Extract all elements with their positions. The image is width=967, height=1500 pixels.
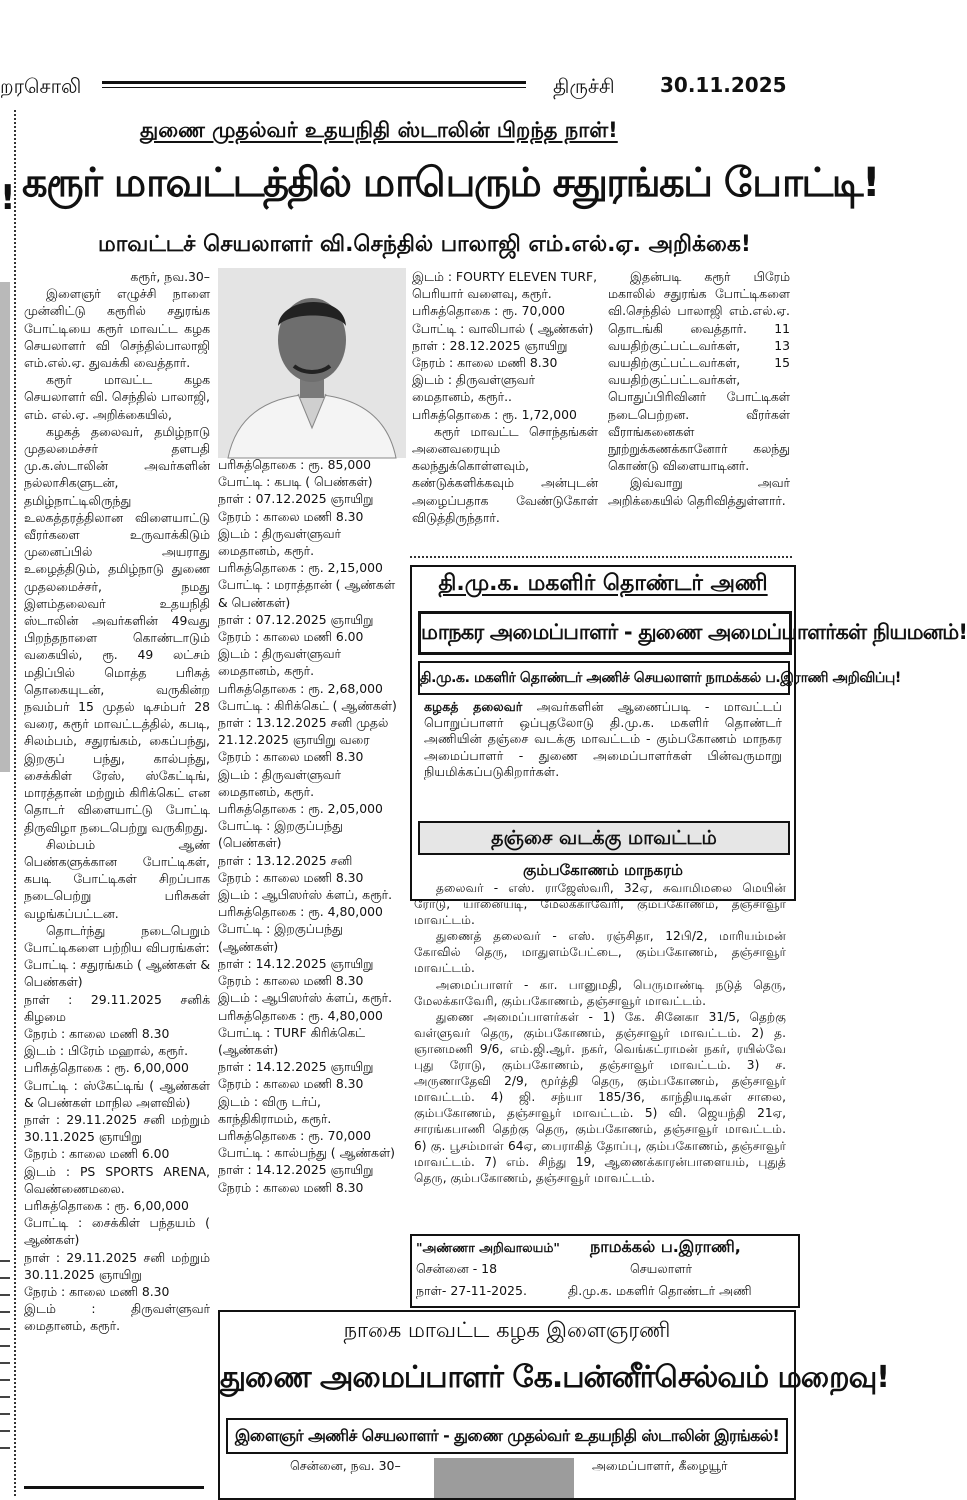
appointment-item: தலைவர் - எஸ். ராஜேஸ்வரி, 32ஏ, சுவாமிமலை மெயின் ரோடு, யானையடி, மேலக்காவேரி, கும்பகோணம், தஞ்சாவூர் மாவட்டம். <box>414 881 786 928</box>
appointment-notice-box <box>410 565 967 901</box>
event-line: போட்டி : கிரிக்கெட் ( ஆண்கள்) <box>218 697 397 713</box>
event-line: பரிசுத்தொகை : ரூ. 2,68,000 <box>218 680 383 696</box>
event-line: நாள் : 14.12.2025 ஞாயிறு <box>218 1059 374 1075</box>
portrait-photo <box>218 268 406 458</box>
header-rule <box>102 81 526 88</box>
article-column-1 <box>24 268 210 1335</box>
event-line: நாள் : 28.12.2025 ஞாயிறு <box>412 337 568 353</box>
condolence-text: அமைப்பாளர், கீழையூர் <box>592 1458 728 1473</box>
column-divider <box>14 110 16 1496</box>
paragraph: இதன்படி கரூர் பிரேம் மகாலில் சதுரங்க போட்டிகளை வி.செந்தில் பாலாஜி எம்.எல்.ஏ. தொடங்கி வைத்தார். 11 வயதிற்குட்பட்டவர்கள், 13 வயதிற்குட்பட்டவர்கள், 15 வயதிற்குட்பட்டவர்கள், பொதுப்பிரிவினர் போட்டிகள் நடைபெற்றன. வீரர்கள் வீராங்கனைகள் நூற்றுக்கணக்கானோர் கலந்து கொண்டு விளையாடினர். <box>608 269 790 474</box>
condolence-photo <box>434 1458 574 1498</box>
event-line: பரிசுத்தொகை : ரூ. 4,80,000 <box>218 1007 383 1023</box>
event-line: பரிசுத்தொகை : ரூ. 70,000 <box>412 303 566 319</box>
person-portrait-icon <box>218 268 406 458</box>
office-name: "அண்ணா அறிவாலயம்" <box>416 1240 560 1255</box>
event-line: இடம் : PS SPORTS ARENA, வெண்ணைமலை. <box>24 1163 210 1196</box>
event-line: பரிசுத்தொகை : ரூ. 85,000 <box>218 457 372 472</box>
article-column-3 <box>412 268 598 526</box>
signatory-name: நாமக்கல் ப.இராணி, <box>590 1237 741 1256</box>
event-line: பரிசுத்தொகை : ரூ. 6,00,000 <box>24 1060 189 1076</box>
bottom-rule <box>24 1486 204 1499</box>
article-subheadline: மாவட்டச் செயலாளர் வி.செந்தில் பாலாஜி எம்.எல்.ஏ. அறிக்கை! <box>98 232 751 257</box>
event-line: போட்டி : இறகுப்பந்து (பெண்கள்) <box>218 818 343 851</box>
event-line: போட்டி : ஸ்கேட்டிங் ( ஆண்கள் & பெண்கள் மாநில அளவில்) <box>24 1077 210 1110</box>
event-line: போட்டி : கால்பந்து ( ஆண்கள்) <box>218 1145 395 1161</box>
event-line: போட்டி : இறகுப்பந்து (ஆண்கள்) <box>218 921 343 954</box>
notice-date: நாள்- 27-11-2025. <box>416 1283 527 1298</box>
event-line: இடம் : திருவள்ளுவர் மைதானம், கரூர்.. <box>412 372 535 405</box>
event-line: நேரம் : காலை மணி 8.30 <box>24 1283 170 1299</box>
event-line: நேரம் : காலை மணி 8.30 <box>218 973 364 989</box>
event-line: பரிசுத்தொகை : ரூ. 6,00,000 <box>24 1197 189 1213</box>
event-line: இடம் : FOURTY ELEVEN TURF, பெரியார் வளைவு, கரூர். <box>412 269 598 302</box>
event-line: பரிசுத்தொகை : ரூ. 2,05,000 <box>218 801 383 817</box>
clipped-punctuation: ! <box>0 178 16 218</box>
event-line: இடம் : திருவள்ளுவர் மைதானம், கரூர். <box>218 646 341 679</box>
event-line: இடம் : திருவள்ளுவர் மைதானம், கரூர். <box>24 1301 210 1334</box>
notice-announcer: தி.மு.க. மகளிர் தொண்டர் அணிச் செயலாளர் நாமக்கல் ப.இராணி அறிவிப்பு! <box>418 661 790 695</box>
event-line: நாள் : 14.12.2025 ஞாயிறு <box>218 955 374 971</box>
paragraph: கரூர் மாவட்ட சொந்தங்கள் அனைவரையும் கலந்துக்கொள்ளவும், கண்டுக்களிக்கவும் அன்புடன் அழைப்பதாக வேண்டுகோள் விடுத்திருந்தார். <box>412 423 598 525</box>
newspaper-name: றரசொலி <box>0 74 82 98</box>
edition-date: 30.11.2025 <box>660 73 787 97</box>
event-line: நேரம் : காலை மணி 8.30 <box>412 355 558 371</box>
event-line: நாள் : 07.12.2025 ஞாயிறு <box>218 611 374 627</box>
dateline: கரூர், நவ.30– <box>130 269 210 284</box>
event-line: இடம் : திருவள்ளுவர் மைதானம், கரூர். <box>218 525 341 559</box>
appointment-list <box>414 880 786 1186</box>
clipped-text-strip <box>0 1260 10 1460</box>
paragraph: கழகத் தலைவர், தமிழ்நாடு முதலமைச்சர் தளபதி மு.க.ஸ்டாலின் அவர்களின் நல்லாசிகளுடன், தமிழ்நாட்டிலிருந்து உலகத்தரத்திலான விளையாட்டு வீரர்களை உருவாக்கிடும் முனைப்பில் அயராது உழைத்திடும், தமிழ்நாடு துணை முதலமைச்சர், நமது இளம்தலைவர் உதயநிதி ஸ்டாலின் அவர்களின் 49வது பிறந்தநாளை கொண்டாடும் வகையில், ரூ. 49 லட்சம் மதிப்பில் மொத்த பரிசுத் தொகையுடன், வருகின்ற நவம்பர் 15 முதல் டிசம்பர் 28 வரை, கரூர் மாவட்டத்தில், கபடி, சிலம்பம், சதுரங்கம், கைப்பந்து, இறகுப் பந்து, கால்பந்து, சைக்கிள் ரேஸ், ஸ்கேட்டிங், மாரத்தான் மற்றும் கிரிக்கெட் என தொடர் விளையாட்டு போட்டி திருவிழா நடைபெற்று வருகிறது. <box>24 423 210 835</box>
event-line: நாள் : 29.11.2025 சனி மற்றும் 30.11.2025 ஞாயிறு <box>24 1249 210 1282</box>
event-line: போட்டி : வாலிபால் ( ஆண்கள்) <box>412 320 594 336</box>
section-divider <box>410 556 792 558</box>
event-line: பரிசுத்தொகை : ரூ. 70,000 <box>218 1127 372 1143</box>
event-line: நாள் : 29.11.2025 சனி மற்றும் 30.11.2025 ஞாயிறு <box>24 1111 210 1145</box>
condolence-headline: துணை அமைப்பாளர் கே.பன்னீர்செல்வம் மறைவு! <box>220 1360 889 1395</box>
event-line: நாள் : 29.11.2025 சனிக் கிழமை <box>24 991 210 1024</box>
signatory-org: தி.மு.க. மகளிர் தொண்டர் அணி <box>568 1283 752 1298</box>
event-line: போட்டி : TURF கிரிக்கெட் (ஆண்கள்) <box>218 1024 366 1057</box>
event-line: நேரம் : காலை மணி 8.30 <box>218 1076 364 1092</box>
condolence-subheadline: இளைஞர் அணிச் செயலாளர் - துணை முதல்வர் உதயநிதி ஸ்டாலின் இரங்கல்! <box>226 1418 788 1454</box>
appointment-item: துணைத் தலைவர் - எஸ். ரஞ்சிதா, 12பி/2, மாரியம்மன் கோவில் தெரு, மாதுளம்பேட்டை, கும்பகோணம், தஞ்சாவூர் மாவட்டம். <box>414 929 786 976</box>
clipped-photo-strip <box>0 282 10 772</box>
condolence-notice-box <box>218 1310 889 1500</box>
event-line: நேரம் : காலை மணி 8.30 <box>218 869 364 885</box>
event-line: போட்டி : மராத்தான் ( ஆண்கள் & பெண்கள்) <box>218 577 395 610</box>
event-line: இடம் : ஆபிஸர்ஸ் க்ளப், கரூர். <box>218 887 393 903</box>
paragraph: தொடர்ந்து நடைபெறும் போட்டிகளை பற்றிய விபரங்கள்: <box>24 922 210 955</box>
event-line: இடம் : பிரேம் மஹால், கரூர். <box>24 1043 189 1059</box>
city-title: கும்பகோணம் மாநகரம் <box>523 861 683 879</box>
event-line: நாள் : 13.12.2025 சனி முதல் 21.12.2025 ஞாயிறு வரை <box>218 715 389 748</box>
appointment-item: அமைப்பாளர் - கா. பானுமதி, பெருமாண்டி நடுத் தெரு, மேலக்காவேரி, கும்பகோணம், தஞ்சாவூர் மாவட்டம். <box>414 977 786 1008</box>
notice-footer <box>410 1234 800 1308</box>
edition-city: திருச்சி <box>553 74 615 98</box>
event-line: இடம் : விரு டர்ப், காந்திகிராமம், கரூர். <box>218 1093 332 1126</box>
signatory-role: செயலாளர் <box>630 1261 693 1276</box>
article-column-4 <box>608 268 790 509</box>
event-line: நேரம் : காலை மணி 6.00 <box>24 1146 170 1162</box>
notice-lead: கழகத் தலைவர் <box>424 699 523 714</box>
event-line: நேரம் : காலை மணி 8.30 <box>218 749 364 765</box>
article-headline: கரூர் மாவட்டத்தில் மாபெரும் சதுரங்கப் போட்டி! <box>22 160 879 206</box>
event-line: நேரம் : காலை மணி 8.30 <box>218 1179 364 1195</box>
event-line: நேரம் : காலை மணி 6.00 <box>218 629 364 645</box>
condolence-kicker: நாகை மாவட்ட கழக இளைஞரணி <box>343 1318 671 1342</box>
district-bar: தஞ்சை வடக்கு மாவட்டம் <box>418 821 790 855</box>
event-line: நாள் : 13.12.2025 சனி <box>218 852 353 868</box>
event-line: பரிசுத்தொகை : ரூ. 2,15,000 <box>218 560 383 576</box>
event-line: இடம் : ஆபிஸர்ஸ் க்ளப், கரூர். <box>218 990 393 1006</box>
event-line: நேரம் : காலை மணி 8.30 <box>24 1025 170 1041</box>
paragraph: சிலம்பம் ஆண் பெண்களுக்கான போட்டிகள், கபடி போட்டிகள் சிறப்பாக நடைபெற்று பரிசுகள் வழங்கப்பட்டன. <box>24 836 210 921</box>
event-line: இடம் : திருவள்ளுவர் மைதானம், கரூர். <box>218 766 341 799</box>
event-line: போட்டி : சதுரங்கம் ( ஆண்கள் & பெண்கள்) <box>24 957 210 990</box>
appointment-item: துணை அமைப்பாளர்கள் - 1) கே. சினேகா 31/5, தெற்கு வள்ளுவர் தெரு, கும்பகோணம், தஞ்சாவூர் மாவட்டம். 2) த. ஞானமணி 9/6, எம்.ஜி.ஆர். நகர், வெங்கட்ராமன் நகர், ரயில்வே புது ரோடு, கும்பகோணம், தஞ்சாவூர் மாவட்டம். 3) ச. அருணாதேவி 2/9, மூர்த்தி தெரு, கும்பகோணம், தஞ்சாவூர் மாவட்டம். 4) ஜி. சந்யா 185/36, காந்தியடிகள் சாலை, கும்பகோணம், தஞ்சாவூர் மாவட்டம். 5) வி. ஜெயந்தி 21ஏ, சாரங்கபாணி தெற்கு தெரு, கும்பகோணம், தஞ்சாவூர் மாவட்டம். 6) கு. பூசம்மாள் 64ஏ, பைராகித் தோப்பு, கும்பகோணம், தஞ்சாவூர் மாவட்டம். 7) எம். சிந்து 19, ஆணைக்காரன்பாளையம், புதுத் தெரு, கும்பகோணம், தஞ்சாவூர் மாவட்டம். <box>414 1009 786 1185</box>
paragraph: இவ்வாறு அவர் அறிக்கையில் தெரிவித்துள்ளார். <box>608 475 790 508</box>
notice-text: அவர்களின் ஆணைப்படி - மாவட்டப் பொறுப்பாளர் ஒப்புதலோடு தி.மு.க. மகளிர் தொண்டர் அணியின் தஞ்சை வடக்கு மாவட்டம் - கும்பகோணம் மாநகர அமைப்பாளர் - துணை அமைப்பாளர்கள் பின்வருமாறு நியமிக்கப்படுகிறார்கள். <box>424 699 782 779</box>
article-kicker: துணை முதல்வர் உதயநிதி ஸ்டாலின் பிறந்த நாள்! <box>140 118 618 142</box>
event-line: நாள் : 07.12.2025 ஞாயிறு <box>218 491 374 507</box>
notice-subtitle: மாநகர அமைப்பாளர் - துணை அமைப்பாளர்கள் நியமனம்! <box>418 611 792 655</box>
condolence-dateline: சென்னை, நவ. 30– <box>290 1458 401 1473</box>
event-line: நாள் : 14.12.2025 ஞாயிறு <box>218 1162 374 1178</box>
event-line: பரிசுத்தொகை : ரூ. 4,80,000 <box>218 904 383 920</box>
paragraph: கரூர் மாவட்ட கழக செயலாளர் வி. செந்தில் பாலாஜி, எம். எல்.ஏ. அறிக்கையில், <box>24 372 210 422</box>
event-line: போட்டி : கபடி ( பெண்கள்) <box>218 474 373 490</box>
office-city: சென்னை - 18 <box>416 1261 498 1276</box>
paragraph: இளைஞர் எழுச்சி நாளை முன்னிட்டு கரூரில் சதுரங்க போட்டியை கரூர் மாவட்ட கழக செயலாளர் வி செந்தில்பாலாஜி எம்.எல்.ஏ. துவக்கி வைத்தார். <box>24 286 210 371</box>
article-column-2 <box>218 456 404 1196</box>
notice-body <box>424 699 782 780</box>
event-line: போட்டி : சைக்கிள் பந்தயம் ( ஆண்கள்) <box>24 1215 210 1248</box>
notice-title: தி.மு.க. மகளிர் தொண்டர் அணி <box>438 571 768 596</box>
event-line: பரிசுத்தொகை : ரூ. 1,72,000 <box>412 406 577 422</box>
event-line: நேரம் : காலை மணி 8.30 <box>218 508 364 524</box>
